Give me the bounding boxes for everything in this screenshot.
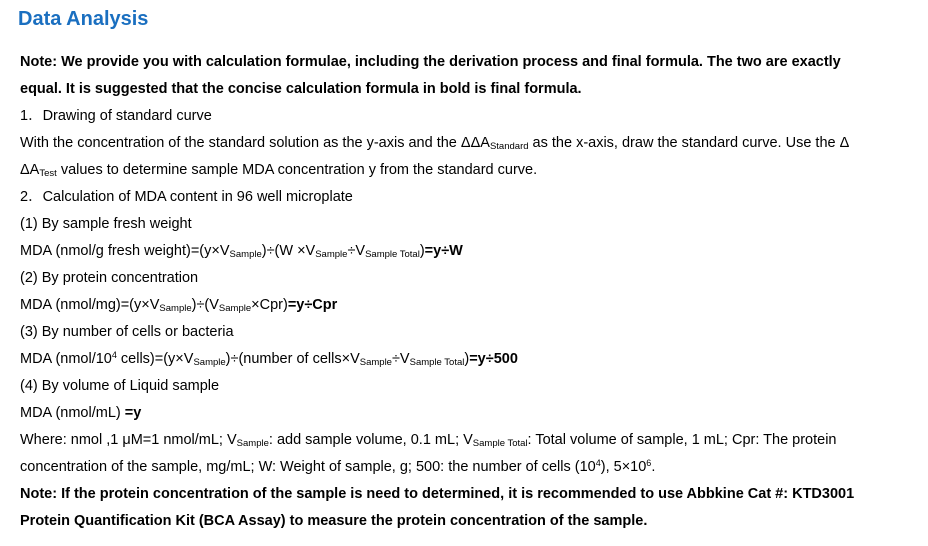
formula-fresh-weight: MDA (nmol/g fresh $weight)=(y\times V_{Sample})\div(W \times V_{Sample}\div V_{Sample Total})=y\div W$ (20, 243, 463, 260)
section-1-paragraph-line-2: $\Delta A_{Test}$ values to determine sample MDA concentration y from the standard curve. (20, 162, 538, 179)
note-2-line-2: Protein Quantification Kit (BCA Assay) to measure the protein concentration of the sample. (20, 513, 648, 529)
item-4-label: (4) By volume of Liquid sample (20, 378, 220, 394)
section-1-paragraph-line-1: With the concentration of the standard solution as the y-axis and the $\Delta\Delta A_{Standard}$ as the x-axis, draw the standard curve. Use the Δ (20, 135, 850, 152)
section-2-heading: 2．Calculation of MDA content in 96 well microplate (20, 189, 353, 205)
note-line-2: equal. It is suggested that the concise calculation formula in bold is final formula. (20, 81, 582, 97)
item-2-label: (2) By protein concentration (20, 270, 199, 286)
formula-cells: MDA ($nmol/10^4$ $cells)=(y\times V_{Sample})\div(number$ of $cells\times V_{Sample}\div V_{Sample Total})=y\div 500$ (20, 350, 518, 368)
note-2-line-1: Note: If the protein concentration of the sample is need to determined, it is recommended to use Abbkine Cat #: KTD3001 (20, 486, 855, 502)
item-1-label: (1) By sample fresh weight (20, 216, 192, 232)
formula-liquid: MDA (nmol/mL) =y (20, 405, 142, 421)
where-line-2: concentration of the sample, mg/mL; W: Weight of sample, g; 500: the number of cells $(10^4)$, $5\times 10^6$. (20, 458, 656, 475)
note-line-1: Note: We provide you with calculation formulae, including the derivation process and final formula. The two are exactly (20, 54, 841, 70)
page-title: Data Analysis (18, 8, 149, 30)
final-formula: =y (124, 405, 142, 421)
final-formula: =y÷Cpr (287, 297, 338, 313)
formula-protein: MDA $(nmol/mg)=(y\times V_{Sample})\div(V_{Sample}\times Cpr)=y\div Cpr$ (20, 297, 338, 314)
section-1-heading: 1．Drawing of standard curve (20, 108, 212, 124)
where-line-1: Where: nmol ,1 μM=1 nmol/mL; $V_{Sample}$: add sample volume, 0.1 mL; $V_{Sample Total}$: Total volume of sample, 1 mL; Cpr: The protein (20, 432, 837, 449)
final-formula: =y÷500 (469, 351, 518, 367)
final-formula: =y÷W (424, 243, 463, 259)
item-3-label: (3) By number of cells or bacteria (20, 324, 234, 340)
